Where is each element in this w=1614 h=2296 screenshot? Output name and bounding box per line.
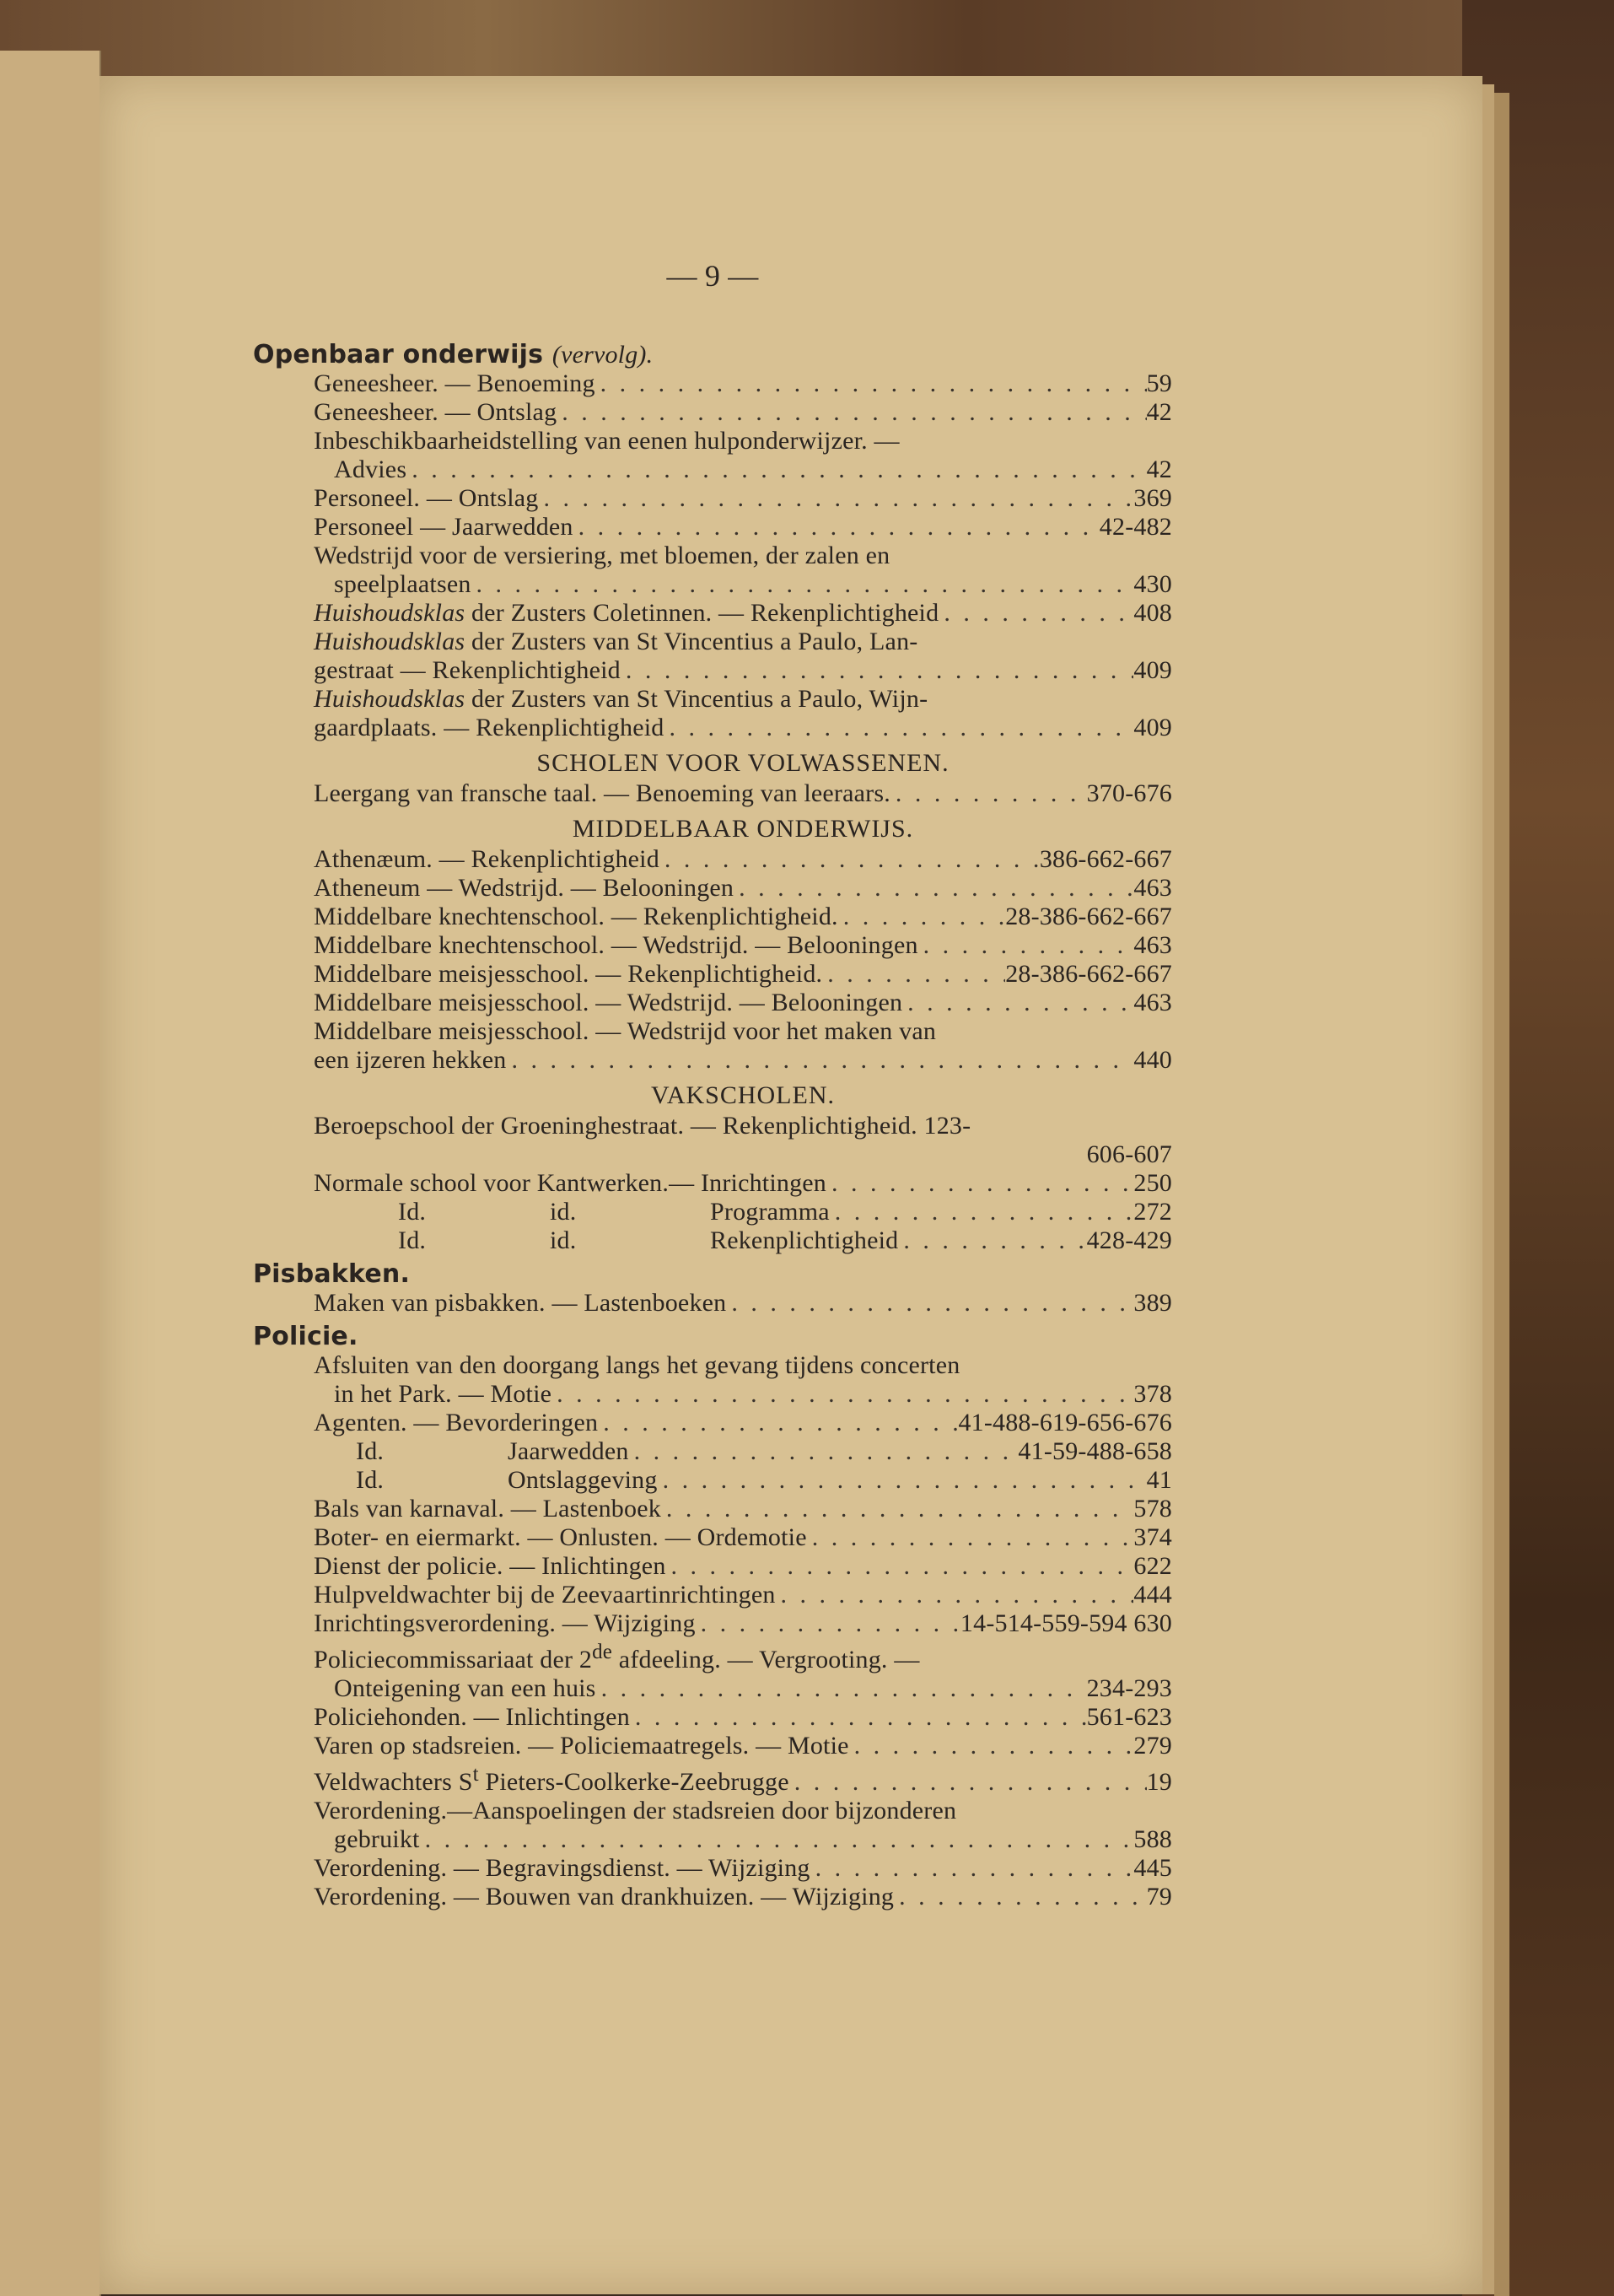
index-entry: [314, 599, 1172, 628]
left-page-edge: [0, 51, 101, 2296]
entry-text: Jaarwedden: [508, 1437, 629, 1465]
index-entry: [314, 1797, 1172, 1854]
index-entry: [314, 542, 1172, 599]
entry-page: 41: [1146, 1466, 1172, 1494]
entry-text: Inbeschikbaarheidstelling van eenen hulponderwijzer. —: [314, 427, 900, 455]
index-entry: [314, 628, 1172, 685]
entry-page: 408: [1133, 599, 1172, 627]
index-entry: [314, 1732, 1172, 1760]
index-entry: [314, 1638, 1172, 1703]
index-entry: [314, 513, 1172, 542]
entry-text: Bals van karnaval. — Lastenboek: [314, 1495, 661, 1523]
entry-text: Middelbare meisjesschool. — Rekenplichtigheid.: [314, 960, 823, 988]
entry-text: der Zusters van St Vincentius a Paulo, Lan-: [471, 628, 918, 655]
index-entry: [314, 1351, 1172, 1409]
entry-page: 42: [1146, 455, 1172, 483]
entry-text: Rekenplichtigheid: [710, 1226, 899, 1254]
entry-text-cont: Advies: [334, 455, 407, 483]
entry-text-cont: gaardplaats. — Rekenplichtigheid: [314, 714, 664, 741]
entry-text: Middelbare meisjesschool. — Wedstrijd. — Belooningen: [314, 989, 903, 1016]
page-edge-outer: [1494, 93, 1509, 2296]
entry-page: 42: [1146, 398, 1172, 426]
entry-sup: de: [592, 1641, 613, 1663]
entry-page: 444: [1133, 1581, 1172, 1609]
entry-page: 42-482: [1099, 513, 1172, 541]
entry-text: der Zusters van St Vincentius a Paulo, Wijn-: [471, 685, 928, 713]
entry-id: Id.: [356, 1466, 385, 1494]
entry-text: Wedstrijd voor de versiering, met bloemen, der zalen en: [314, 542, 890, 569]
entry-text: Afsluiten van den doorgang langs het gevang tijdens concerten: [314, 1351, 960, 1379]
index-entry: [314, 1409, 1172, 1437]
entry-page: 409: [1133, 714, 1172, 741]
index-entry: [314, 845, 1172, 874]
entry-text: Veldwachters S: [314, 1768, 473, 1796]
index-entry: [314, 1169, 1172, 1198]
entry-text: der Zusters Coletinnen. — Rekenplichtigheid: [471, 599, 939, 627]
entry-text: Pieters-Coolkerke-Zeebrugge: [478, 1768, 789, 1796]
index-entry: [314, 903, 1172, 931]
pisbakken-entries: [253, 1289, 1172, 1318]
entry-page: 369: [1133, 484, 1172, 512]
entry-text: Inrichtingsverordening. — Wijziging: [314, 1609, 696, 1637]
entry-page: 79: [1146, 1883, 1172, 1911]
index-entry: [314, 1289, 1172, 1318]
entry-page: 578: [1133, 1495, 1172, 1523]
index-entry: [314, 1112, 1172, 1169]
entry-page: 389: [1133, 1289, 1172, 1317]
policie-entries: [253, 1351, 1172, 1911]
entry-text: Personeel — Jaarwedden: [314, 513, 573, 541]
entry-page: 445: [1133, 1854, 1172, 1882]
entry-text-cont: gebruikt: [334, 1825, 420, 1853]
entry-page: 561-623: [1086, 1703, 1172, 1731]
entry-sup: t: [472, 1763, 479, 1786]
entry-page: 374: [1133, 1523, 1172, 1551]
entry-page: 234-293: [1086, 1674, 1172, 1702]
entry-page: 463: [1133, 874, 1172, 902]
heading-onderwijs-sub: (vervolg).: [551, 341, 654, 369]
entry-text: Dienst der policie. — Inlichtingen: [314, 1552, 666, 1580]
section-title-vakscholen: VAKSCHOLEN.: [651, 1081, 835, 1109]
entry-page: 272: [1133, 1198, 1172, 1226]
entry-page: 41-59-488-658: [1018, 1437, 1172, 1465]
entry-text: Varen op stadsreien. — Policiemaatregels. — Motie: [314, 1732, 849, 1760]
index-entry: [314, 989, 1172, 1017]
entry-id: id.: [550, 1198, 577, 1226]
index-entry: [314, 1466, 1172, 1495]
entry-page: 463: [1133, 989, 1172, 1016]
entry-text: Policiehonden. — Inlichtingen: [314, 1703, 630, 1731]
index-entry: [314, 960, 1172, 989]
index-entry: [314, 1581, 1172, 1609]
entry-page: 370-676: [1086, 779, 1172, 807]
heading-policie: Policie.: [253, 1322, 358, 1351]
index-entry: [314, 1883, 1172, 1911]
entry-page: 279: [1133, 1732, 1172, 1760]
entry-page: 430: [1133, 570, 1172, 598]
entry-text: Middelbare knechtenschool. — Wedstrijd. — Belooningen: [314, 931, 918, 959]
entry-text-cont: gestraat — Rekenplichtigheid: [314, 656, 621, 684]
heading-onderwijs: [253, 341, 1172, 369]
entry-page: 250: [1133, 1169, 1172, 1197]
entry-page: 463: [1133, 931, 1172, 959]
entry-text: Ontslaggeving: [508, 1466, 658, 1494]
entry-text: Atheneum — Wedstrijd. — Belooningen: [314, 874, 734, 902]
entry-id: Id.: [356, 1437, 385, 1465]
index-entry: [314, 1017, 1172, 1075]
section-title-middelbaar: MIDDELBAAR ONDERWIJS.: [572, 815, 914, 843]
index-entry: [314, 1198, 1172, 1226]
entry-page: 606-607: [1086, 1140, 1172, 1168]
entry-id: id.: [550, 1226, 577, 1254]
page-number: — 9 —: [666, 259, 759, 293]
entry-text: Leergang van fransche taal. — Benoeming van leeraars.: [314, 779, 890, 807]
index-entry: [314, 1760, 1172, 1797]
entry-text: Boter- en eiermarkt. — Onlusten. — Ordemotie: [314, 1523, 807, 1551]
entry-text: afdeeling. — Vergrooting. —: [612, 1646, 920, 1673]
index-entry: [314, 484, 1172, 513]
entry-page: 409: [1133, 656, 1172, 684]
index-entry: [314, 1609, 1172, 1638]
entry-page: 428-429: [1086, 1226, 1172, 1254]
entry-text: Verordening. — Begravingsdienst. — Wijziging: [314, 1854, 810, 1882]
entry-page: 378: [1133, 1380, 1172, 1408]
page-edge: [1482, 84, 1494, 2294]
entry-text: Middelbare knechtenschool. — Rekenplichtigheid.: [314, 903, 838, 930]
index-entry: [314, 1703, 1172, 1732]
entry-italic: Huishoudsklas: [314, 628, 465, 655]
entry-text: Verordening.—Aanspoelingen der stadsreien door bijzonderen: [314, 1797, 957, 1824]
entry-text: Personeel. — Ontslag: [314, 484, 539, 512]
entry-text: Hulpveldwachter bij de Zeevaartinrichtingen: [314, 1581, 776, 1609]
entry-page: 28-386-662-667: [1005, 903, 1172, 930]
entry-text-cont: speelplaatsen: [334, 570, 471, 598]
onderwijs-entries: [253, 369, 1172, 1255]
index-entry: [314, 398, 1172, 427]
index-entry: [314, 1226, 1172, 1255]
entry-text-cont: Onteigening van een huis: [334, 1674, 596, 1702]
entry-id: Id.: [398, 1226, 427, 1254]
index-entry: [314, 685, 1172, 742]
entry-page: 440: [1133, 1046, 1172, 1074]
entry-text: Verordening. — Bouwen van drankhuizen. — Wijziging: [314, 1883, 895, 1911]
entry-page: 14-514-559-594 630: [960, 1609, 1172, 1637]
entry-text: Maken van pisbakken. — Lastenboeken: [314, 1289, 727, 1317]
entry-italic: Huishoudsklas: [314, 599, 465, 627]
entry-page: 588: [1133, 1825, 1172, 1853]
entry-id: Id.: [398, 1198, 427, 1226]
entry-text: Normale school voor Kantwerken.— Inrichtingen: [314, 1169, 826, 1197]
index-entry: [314, 779, 1172, 808]
entry-page: 622: [1133, 1552, 1172, 1580]
entry-text: Geneesheer. — Benoeming: [314, 369, 595, 397]
entry-text-cont: een ijzeren hekken: [314, 1046, 507, 1074]
entry-text: Programma: [710, 1198, 830, 1226]
index-entry: [314, 874, 1172, 903]
entry-text: Geneesheer. — Ontslag: [314, 398, 557, 426]
entry-page: 59: [1146, 369, 1172, 397]
heading-pisbakken: Pisbakken.: [253, 1259, 411, 1289]
index-entry: [314, 1552, 1172, 1581]
heading-onderwijs-title: Openbaar onderwijs: [253, 340, 544, 369]
page-content: [253, 261, 1172, 1911]
entry-text: Agenten. — Bevorderingen: [314, 1409, 599, 1436]
index-entry: [314, 1495, 1172, 1523]
entry-text-cont: in het Park. — Motie: [334, 1380, 552, 1408]
entry-page: 19: [1146, 1768, 1172, 1796]
index-entry: [314, 427, 1172, 484]
entry-text: Athenæum. — Rekenplichtigheid: [314, 845, 659, 873]
entry-text: Beroepschool der Groeninghestraat. — Rekenplichtigheid. 123-: [314, 1112, 971, 1140]
entry-page: 386-662-667: [1039, 845, 1172, 873]
index-entry: [314, 369, 1172, 398]
section-title-scholen: SCHOLEN VOOR VOLWASSENEN.: [536, 749, 950, 777]
entry-italic: Huishoudsklas: [314, 685, 465, 713]
entry-page: 28-386-662-667: [1005, 960, 1172, 988]
entry-text: Policiecommissariaat der 2: [314, 1646, 593, 1673]
index-entry: [314, 1437, 1172, 1466]
entry-text: Middelbare meisjesschool. — Wedstrijd voor het maken van: [314, 1017, 937, 1045]
index-entry: [314, 1854, 1172, 1883]
index-entry: [314, 1523, 1172, 1552]
index-entry: [314, 931, 1172, 960]
entry-page: 41-488-619-656-676: [958, 1409, 1172, 1436]
